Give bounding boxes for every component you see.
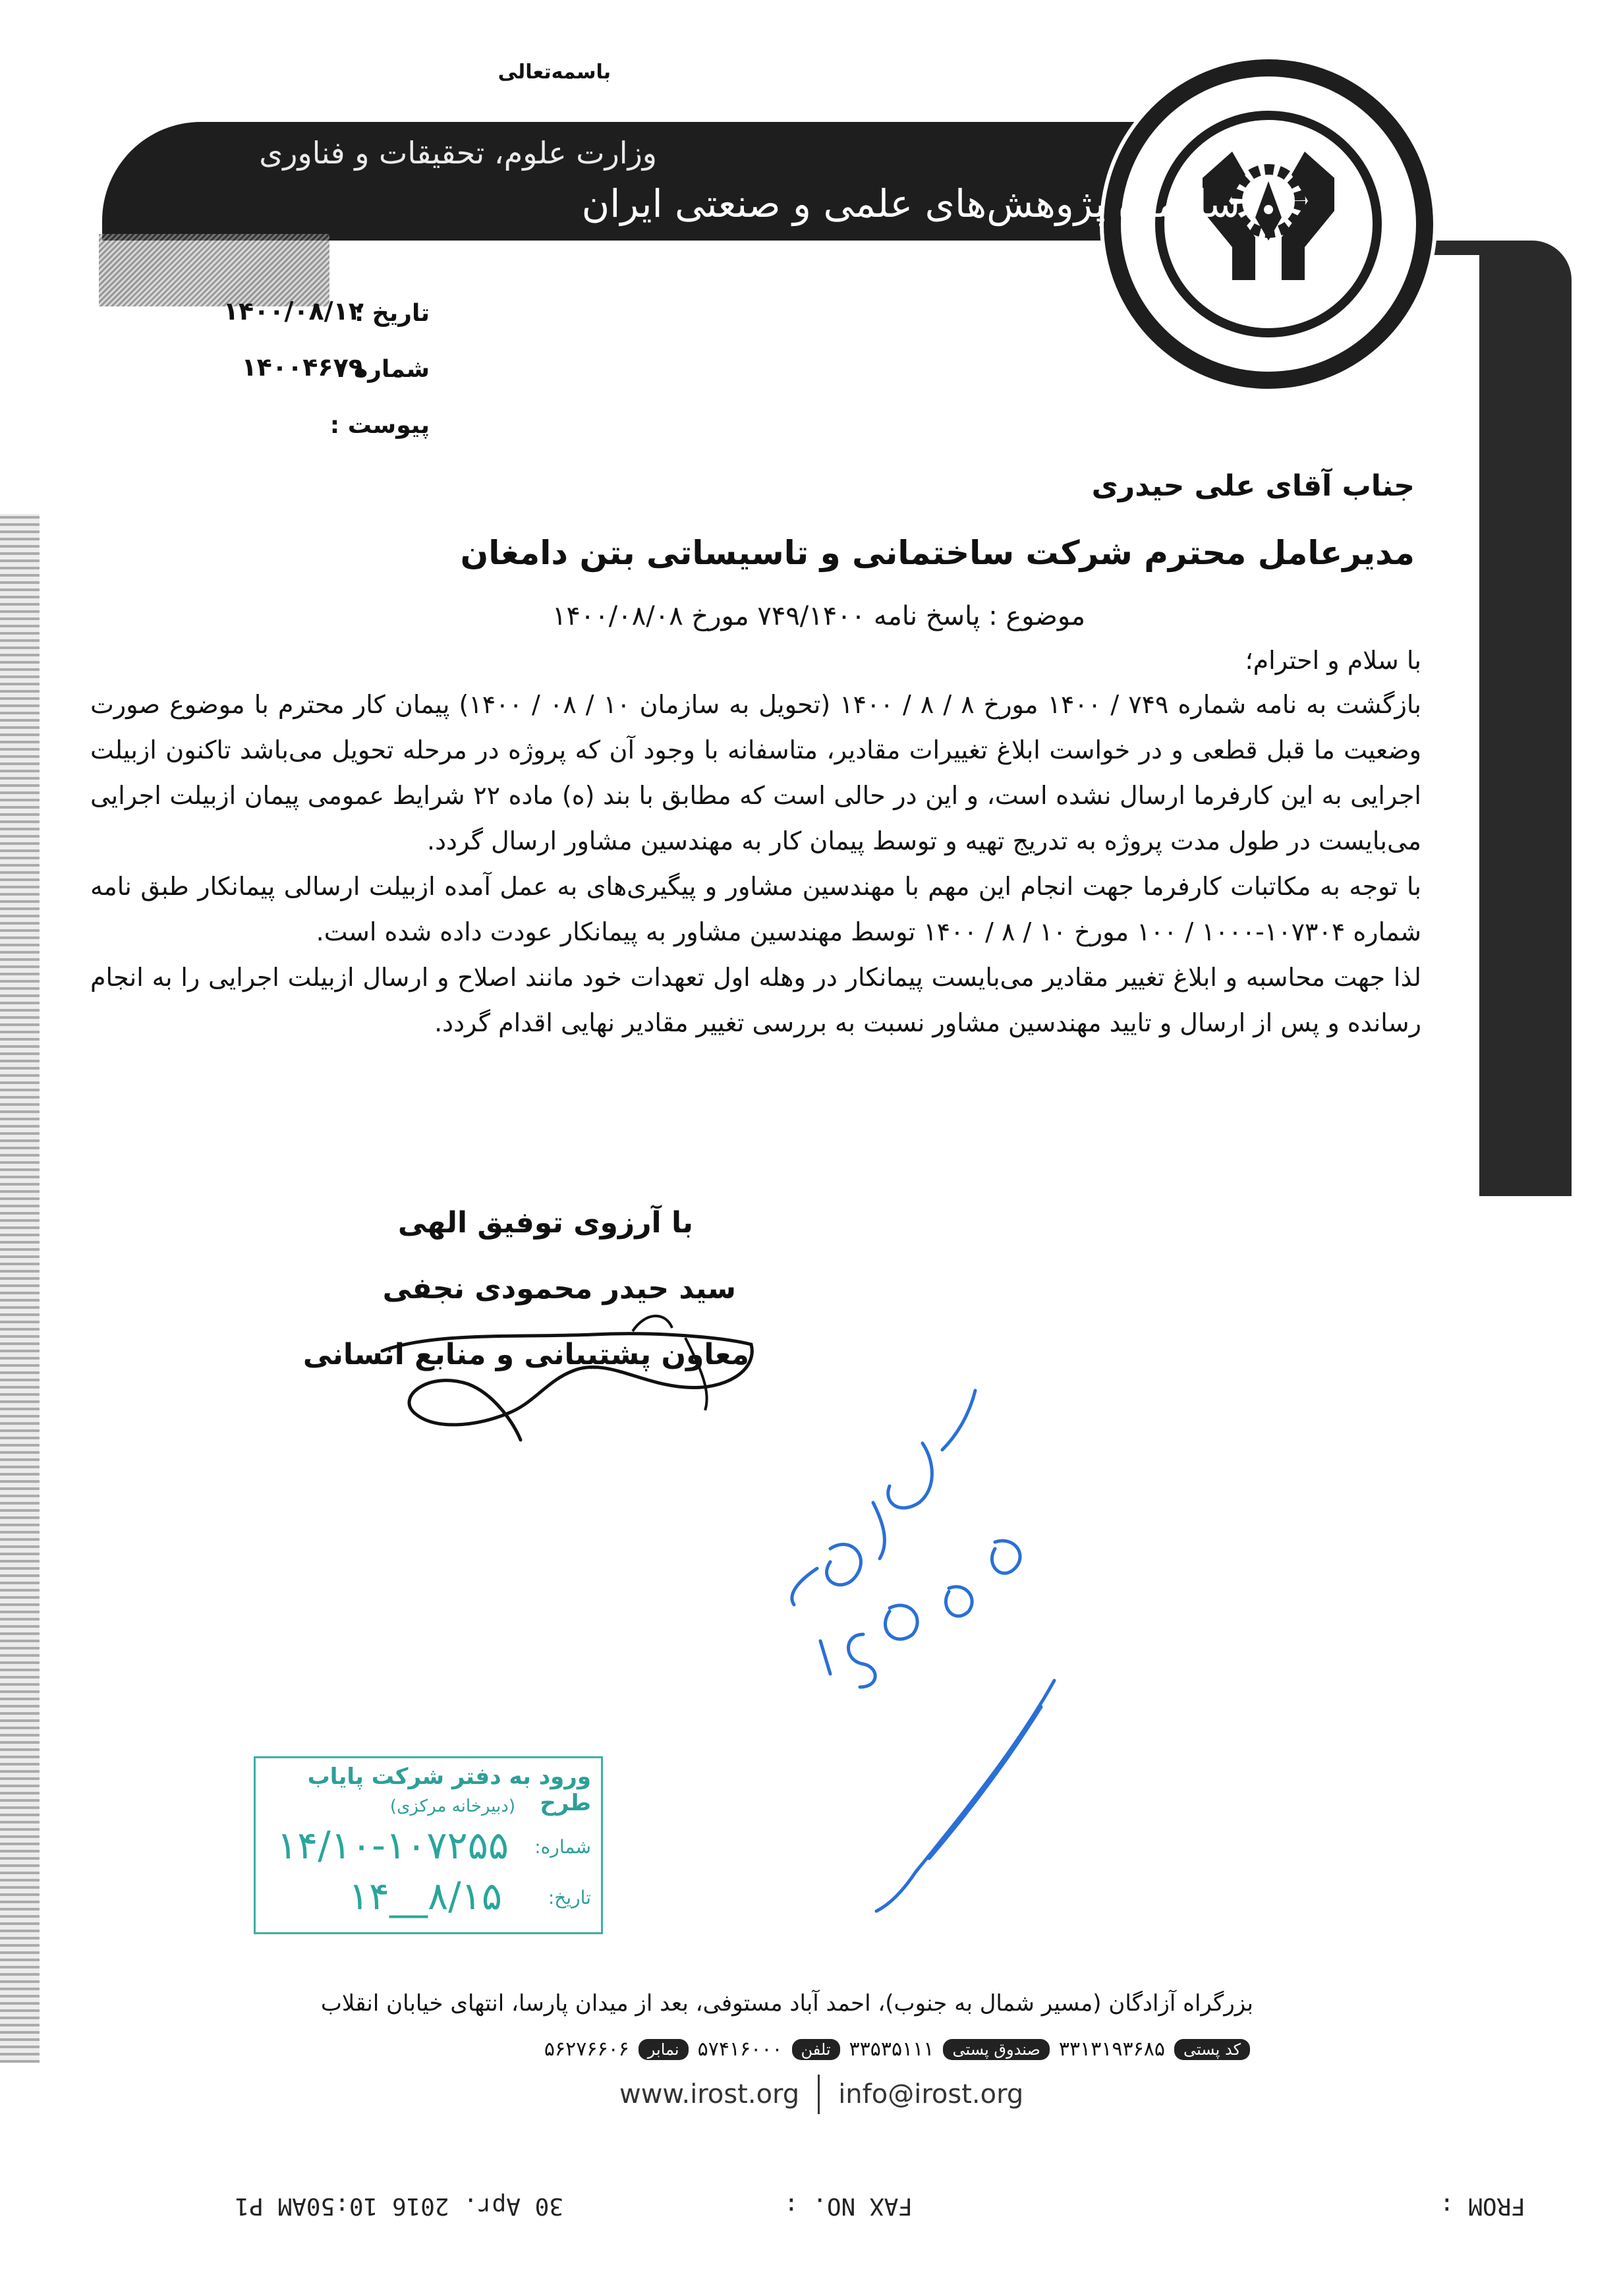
stamp-number-label: شماره: (534, 1836, 591, 1858)
fax-timestamp: 30 Apr. 2016 10:50AM P1 (235, 2193, 563, 2220)
footer-address: بزرگراه آزادگان (مسیر شمال به جنوب)، احمد آباد مستوفی، بعد از میدان پارسا، انتهای خیابان انقلاب (320, 1990, 1253, 2017)
phone-number: ۵۷۴۱۶۰۰۰ (697, 2038, 783, 2061)
attachment-label: پیوست : (329, 412, 430, 439)
po-box-label: صندوق پستی (943, 2039, 1049, 2060)
letterhead-noise (99, 234, 329, 306)
number-label: شماره : (336, 356, 430, 383)
date-value: ۱۴۰۰/۰۸/۱۲ (223, 297, 364, 326)
signer-title: معاون پشتیبانی و منابع انسانی (302, 1338, 749, 1371)
footer-divider (818, 2075, 820, 2114)
email-link[interactable]: info@irost.org (838, 2079, 1024, 2109)
postal-code: ۳۳۱۳۱۹۳۶۸۵ (1058, 2038, 1165, 2061)
closing-phrase: با آرزوی توفیق الهی (397, 1206, 693, 1240)
stamp-date-value: ۱۴__۸/۱۵ (348, 1874, 502, 1918)
number-value: ۱۴۰۰۴۶۷۹ (241, 353, 364, 382)
recipient-title: مدیرعامل محترم شرکت ساختمانی و تاسیساتی بتن دامغان (460, 534, 1415, 572)
fax-label: نمابر (639, 2039, 689, 2060)
incoming-stamp (254, 1756, 603, 1934)
organization-name: سازمان پژوهش‌های علمی و صنعتی ایران (581, 181, 1240, 226)
handwritten-signature (356, 1272, 778, 1443)
greeting: با سلام و احترام؛ (1245, 646, 1421, 675)
postal-code-label: کد پستی (1174, 2039, 1250, 2060)
footer-contact (544, 2038, 1250, 2061)
body-paragraph: با توجه به مکاتبات کارفرما جهت انجام این مهم با مهندسین مشاور و پیگیری‌های به عمل آمده ازبیلت ارسالی پیمانکار طبق نامه شماره ۱۰۷۳۰۴-۱۰۰۰ / ۱۰۰ مورخ ۱۰ / ۸ / ۱۴۰۰ توسط مهندسین مشاور به پیمانکار عودت داده شده است. (90, 872, 1421, 946)
letterhead-frame-bar (1479, 241, 1572, 1196)
stamp-subtitle: (دبیرخانه مرکزی) (389, 1796, 515, 1816)
po-box: ۳۳۵۳۵۱۱۱ (849, 2038, 934, 2061)
fax-number: ۵۶۲۷۶۶۰۶ (544, 2038, 629, 2061)
stamp-title: ورود به دفتر شرکت پایاب طرح (307, 1764, 591, 1816)
body-paragraph: بازگشت به نامه شماره ۷۴۹ / ۱۴۰۰ مورخ ۸ / ۸ / ۱۴۰۰ (تحویل به سازمان ۱۰ / ۰۸ / ۱۴۰۰) پیمان کار محترم با موضوع صورت وضعیت ما قبل قطعی و در خواست ابلاغ تغییرات مقادیر، متاسفانه با وجود آن که پروژه در مرحله تحویل می‌باشد تاکنون ازبیلت اجرایی به این کارفرما ارسال نشده است، و این در حالی است که مطابق با بند (ه) ماده ۲۲ شرایط عمومی پیمان ازبیلت اجرایی می‌بایست در طول مدت پروژه به تدریج تهیه و توسط پیمان کار به مهندسین مشاور ارسال گردد. (90, 690, 1421, 855)
recipient-name: جناب آقای علی حیدری (1091, 469, 1415, 503)
stamp-date-label: تاریخ: (548, 1887, 591, 1909)
letter-body (90, 682, 1421, 1046)
fax-header-line (148, 2187, 1525, 2220)
footer-web (619, 2075, 1023, 2114)
letter-subject: موضوع : پاسخ نامه ۷۴۹/۱۴۰۰ مورخ ۱۴۰۰/۰۸/۰۸ (552, 601, 1085, 631)
ministry-name: وزارت علوم، تحقیقات و فناوری (259, 135, 657, 171)
signer-name: سید حیدر محمودی نجفی (382, 1272, 736, 1306)
scan-edge-noise (0, 514, 40, 2063)
fax-number-field: FAX NO. : (783, 2193, 913, 2220)
date-label: تاریخ : (354, 300, 430, 327)
website-link[interactable]: www.irost.org (619, 2079, 800, 2109)
fax-from: FROM : (1439, 2193, 1525, 2220)
stamp-number-value: ۱۴/۱۰-۱۰۷۲۵۵ (277, 1823, 509, 1868)
bismillah: باسمه‌تعالی (497, 61, 611, 84)
handwritten-note (758, 1371, 1127, 1924)
phone-label: تلفن (792, 2039, 840, 2060)
body-paragraph: لذا جهت محاسبه و ابلاغ تغییر مقادیر می‌بایست پیمانکار در وهله اول تعهدات خود مانند اصلاح و ارسال ازبیلت اجرایی را به انجام رسانده و پس از ارسال و تایید مهندسین مشاور نسبت به بررسی تغییر مقادیر نهایی اقدام گردد. (90, 963, 1421, 1037)
